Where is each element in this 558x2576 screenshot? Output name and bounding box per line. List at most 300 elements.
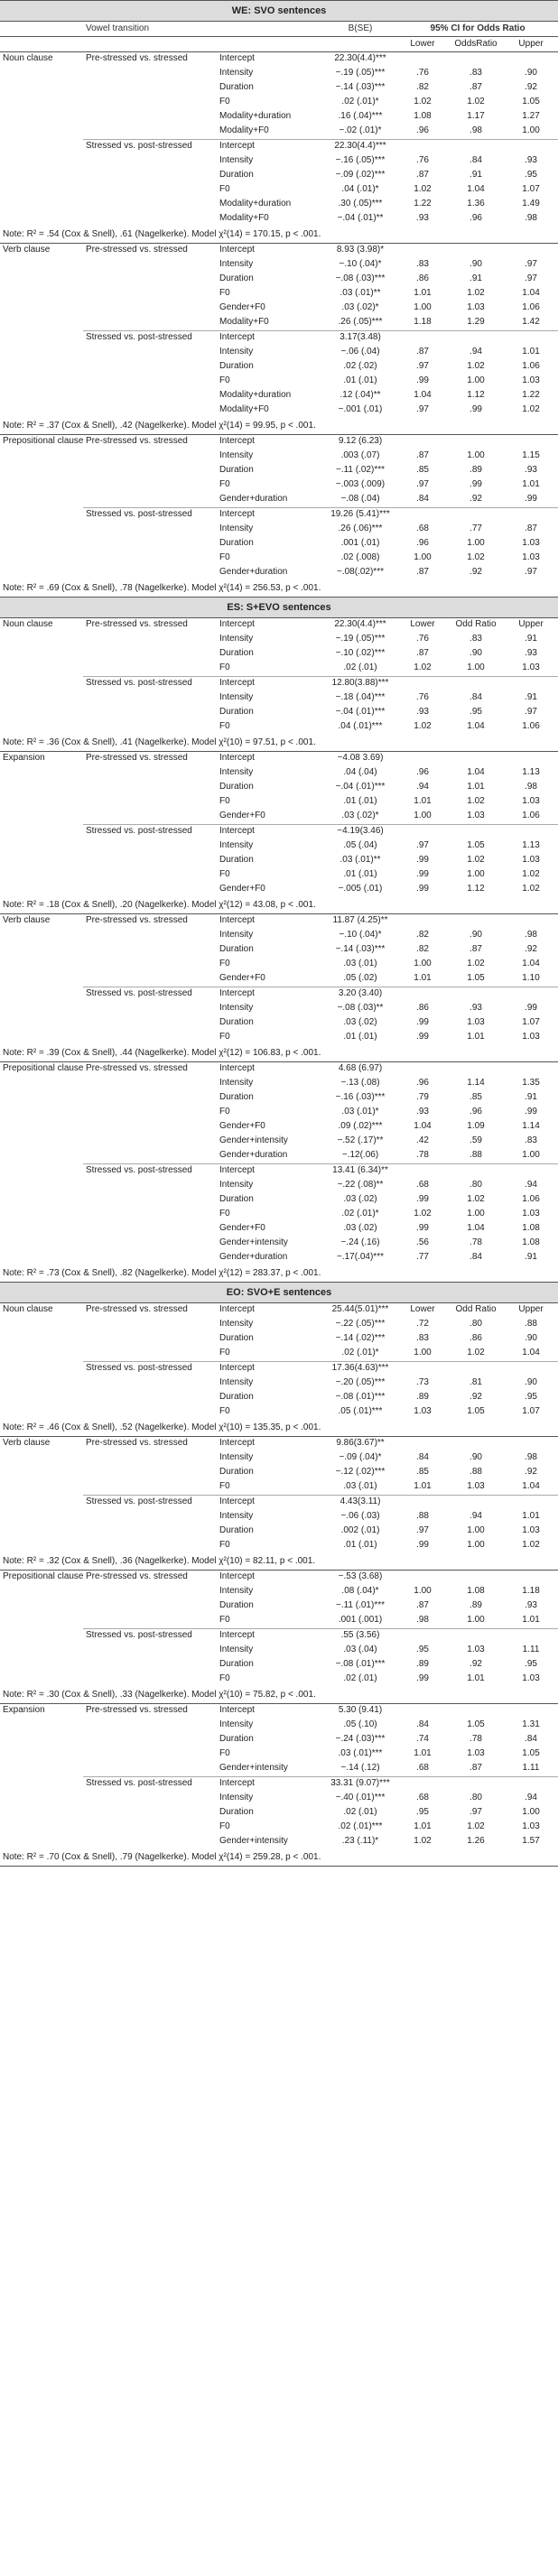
table-row: [0, 1539, 558, 1553]
clause-blank: [0, 1762, 83, 1777]
model-note: Note: R² = .39 (Cox & Snell), .44 (Nagelkerke). Model χ²(12) = 106.83, p < .001.: [0, 1045, 558, 1062]
ci-upper: [504, 914, 558, 930]
odds-ratio: .87: [470, 1763, 482, 1773]
odds-ratio: [448, 1437, 504, 1452]
odds-ratio: .94: [470, 1511, 482, 1521]
transition-blank: [83, 854, 217, 868]
table-row: [0, 301, 558, 316]
ci-lower: .89: [416, 1659, 429, 1669]
table-row: [0, 258, 558, 273]
ci-upper: 1.35: [522, 1078, 540, 1088]
odds-ratio: .87: [470, 82, 482, 92]
predictor: Duration: [219, 1659, 254, 1669]
predictor: F0: [219, 97, 230, 107]
ci-lower: 1.02: [414, 1209, 432, 1219]
predictor: Intercept: [219, 245, 255, 255]
clause-blank: [0, 1629, 83, 1645]
table-row: [0, 1599, 558, 1614]
ci-upper: [504, 52, 558, 68]
model-note-row: [0, 1553, 558, 1571]
clause-blank: [0, 389, 83, 403]
transition-blank: [83, 781, 217, 795]
ci-upper: 1.00: [522, 1150, 540, 1160]
odds-ratio: 1.03: [467, 1645, 485, 1654]
clause-blank: [0, 1599, 83, 1614]
coefficient: .04 (.01)***: [338, 721, 383, 731]
table-row: [0, 1332, 558, 1347]
transition-blank: [83, 258, 217, 273]
transition-blank: [83, 1251, 217, 1265]
predictor: Intensity: [219, 1180, 254, 1190]
predictor: Modality+duration: [219, 111, 292, 121]
ci-lower: [397, 1704, 448, 1719]
vowel-transition: Pre-stressed vs. stressed: [86, 1571, 188, 1581]
ci-upper: [504, 508, 558, 524]
odds-ratio: [448, 825, 504, 840]
ci-lower: .84: [416, 494, 429, 504]
coefficient: −.08 (.03)**: [337, 1003, 384, 1013]
ci-upper: [504, 435, 558, 450]
ci-upper: 1.03: [522, 538, 540, 548]
table-row: [0, 1644, 558, 1658]
clause-blank: [0, 1614, 83, 1629]
coefficient: −.24 (.16): [340, 1237, 380, 1247]
ci-upper: 1.57: [522, 1836, 540, 1846]
table-row: [0, 464, 558, 478]
coefficient: −.14 (.12): [340, 1763, 380, 1773]
table-row: [0, 618, 558, 634]
predictor: Intercept: [217, 1164, 323, 1180]
odds-ratio: .81: [470, 1377, 482, 1387]
coefficient: −.08 (.03)***: [335, 273, 386, 283]
transition-blank: [83, 212, 217, 227]
ci-lower: [397, 1777, 448, 1793]
ci-upper: 1.11: [522, 1645, 540, 1654]
ci-lower: .77: [416, 1252, 429, 1262]
predictor: Intercept: [217, 1629, 323, 1645]
odds-ratio: [448, 1062, 504, 1078]
table-row: [0, 987, 558, 1003]
clause-blank: [0, 1251, 83, 1265]
coefficient: .26 (.05)***: [338, 317, 383, 327]
clause-blank: [0, 198, 83, 212]
ci-lower: [397, 52, 448, 68]
predictor: Intensity: [219, 1645, 254, 1654]
clause-blank: [0, 1164, 83, 1180]
header-ci: 95% CI for Odds Ratio: [397, 22, 558, 37]
ci-lower: 1.04: [414, 1121, 432, 1131]
table-row: [0, 1451, 558, 1466]
table-row: [0, 493, 558, 508]
coefficient: 5.30 (9.41): [338, 1705, 383, 1715]
model-note-row: [0, 735, 558, 752]
odds-ratio: 1.02: [467, 1821, 485, 1831]
predictor: Gender+intensity: [219, 1763, 288, 1773]
clause-blank: [0, 633, 83, 647]
transition-blank: [83, 360, 217, 375]
ci-lower: 1.00: [414, 811, 432, 820]
transition-blank: [83, 1376, 217, 1391]
clause-blank: [0, 883, 83, 897]
predictor: Duration: [219, 1467, 254, 1477]
ci-lower: [397, 752, 448, 767]
transition-blank: [83, 1658, 217, 1673]
table-row: [0, 1480, 558, 1496]
transition-blank: [83, 537, 217, 551]
predictor: Duration: [219, 1734, 254, 1744]
coefficient: .01 (.01): [343, 869, 377, 879]
predictor: Duration: [219, 1092, 254, 1102]
coefficient: −.53 (3.68): [338, 1571, 383, 1581]
clause-blank: [0, 1149, 83, 1164]
odds-ratio: Odd Ratio: [455, 1304, 497, 1314]
ci-upper: 1.42: [522, 317, 540, 327]
coefficient: .02 (.02): [343, 361, 377, 371]
clause-blank: [0, 677, 83, 692]
ci-lower: .98: [416, 1615, 429, 1625]
predictor: Gender+intensity: [219, 1836, 288, 1846]
odds-ratio: 1.02: [467, 855, 485, 865]
header-blank: [323, 37, 397, 52]
predictor: Intercept: [217, 1777, 323, 1793]
table-row: [0, 110, 558, 125]
ci-upper: 1.01: [522, 479, 540, 489]
clause-blank: [0, 1747, 83, 1762]
odds-ratio: 1.03: [467, 302, 485, 312]
table-row: [0, 1031, 558, 1045]
predictor: Intensity: [219, 840, 254, 850]
header-vowel-transition: Vowel transition: [83, 22, 217, 37]
ci-lower: .68: [416, 524, 429, 533]
ci-upper: 1.00: [522, 1807, 540, 1817]
ci-upper: .93: [525, 1600, 537, 1610]
table-row: [0, 1303, 558, 1319]
table-row: [0, 825, 558, 840]
coefficient: .03 (.04): [343, 1645, 377, 1654]
odds-ratio: .91: [470, 170, 482, 180]
ci-lower: .99: [416, 1540, 429, 1550]
transition-blank: [83, 523, 217, 537]
ci-upper: .99: [525, 494, 537, 504]
clause-blank: [0, 706, 83, 720]
ci-lower: .87: [416, 1600, 429, 1610]
clause-blank: [0, 720, 83, 735]
clause-blank: [0, 258, 83, 273]
clause-blank: [0, 449, 83, 464]
model-note: Note: R² = .46 (Cox & Snell), .52 (Nagelkerke). Model χ²(10) = 135.35, p < .001.: [0, 1420, 558, 1437]
ci-lower: .99: [416, 1017, 429, 1027]
table-row: [0, 1673, 558, 1687]
coefficient: −.18 (.04)***: [335, 692, 386, 702]
model-note: Note: R² = .36 (Cox & Snell), .41 (Nagelkerke). Model χ²(10) = 97.51, p < .001.: [0, 735, 558, 752]
predictor: Intensity: [219, 1793, 254, 1802]
coefficient: −.08 (.04): [340, 494, 380, 504]
ci-lower: .93: [416, 1107, 429, 1117]
odds-ratio: Odd Ratio: [455, 619, 497, 629]
predictor: Gender+duration: [219, 494, 288, 504]
clause-blank: [0, 1091, 83, 1106]
predictor: Intercept: [219, 1571, 255, 1581]
transition-blank: [83, 1747, 217, 1762]
clause-blank: [0, 478, 83, 493]
predictor: F0: [219, 721, 230, 731]
coefficient: −.08(.02)***: [337, 567, 384, 577]
transition-blank: [83, 1792, 217, 1806]
clause-blank: [0, 169, 83, 183]
ci-upper: .90: [525, 68, 537, 78]
table-row: [0, 1062, 558, 1078]
section-title: WE: SVO sentences: [0, 1, 558, 22]
clause-blank: [0, 1347, 83, 1362]
coefficient: −.14 (.03)***: [335, 82, 386, 92]
predictor: Intercept: [217, 1362, 323, 1377]
predictor: Intensity: [219, 1319, 254, 1329]
transition-blank: [83, 633, 217, 647]
clause-blank: [0, 1496, 83, 1511]
predictor: Intercept: [219, 1705, 255, 1715]
ci-lower: .99: [416, 1223, 429, 1233]
predictor: Duration: [219, 1333, 254, 1343]
header-blank: [217, 22, 323, 37]
coefficient: .03 (.01)**: [339, 288, 381, 298]
odds-ratio: .94: [470, 347, 482, 357]
ci-lower: .42: [416, 1135, 429, 1145]
transition-blank: [83, 198, 217, 212]
ci-lower: .72: [416, 1319, 429, 1329]
ci-lower: .93: [416, 213, 429, 223]
predictor: Intercept: [219, 1304, 255, 1314]
ci-lower: .87: [416, 567, 429, 577]
clause-blank: [0, 125, 83, 140]
clause-blank: [0, 929, 83, 943]
model-note: Note: R² = .37 (Cox & Snell), .42 (Nagelkerke). Model χ²(14) = 99.95, p < .001.: [0, 418, 558, 435]
clause-blank: [0, 662, 83, 677]
clause-blank: [0, 972, 83, 987]
predictor: Intensity: [219, 930, 254, 940]
coefficient: −.16 (.03)***: [335, 1092, 386, 1102]
predictor: Gender+F0: [219, 884, 265, 894]
predictor: Intensity: [219, 634, 254, 644]
clause-blank: [0, 1106, 83, 1120]
table-row: [0, 523, 558, 537]
odds-ratio: .88: [470, 1150, 482, 1160]
ci-lower: [397, 1571, 448, 1586]
table-row: [0, 96, 558, 110]
ci-lower: Lower: [410, 619, 435, 629]
coefficient: −.04 (.01)***: [335, 707, 386, 717]
transition-blank: [83, 301, 217, 316]
clause-blank: [0, 810, 83, 825]
predictor: Intercept: [217, 140, 323, 155]
ci-lower: 1.02: [414, 1836, 432, 1846]
table-row: [0, 1747, 558, 1762]
clause-blank: [0, 212, 83, 227]
table-row: [0, 1149, 558, 1164]
ci-lower: .95: [416, 1807, 429, 1817]
ci-lower: 1.02: [414, 721, 432, 731]
ci-lower: .87: [416, 450, 429, 460]
coefficient: −4.08 3.69): [337, 753, 384, 763]
table-row: [0, 125, 558, 140]
predictor: Duration: [219, 707, 254, 717]
vowel-transition: Stressed vs. post-stressed: [83, 1164, 217, 1180]
table-row: [0, 1237, 558, 1251]
ci-upper: .98: [525, 1452, 537, 1462]
predictor: Intensity: [219, 524, 254, 533]
ci-lower: .84: [416, 1719, 429, 1729]
ci-upper: 1.02: [522, 884, 540, 894]
header-blank: [0, 37, 83, 52]
table-row: [0, 810, 558, 825]
coefficient: −.11 (.02)***: [335, 465, 385, 475]
transition-blank: [83, 551, 217, 566]
ci-upper: 1.01: [522, 1511, 540, 1521]
predictor: Gender+duration: [219, 1252, 288, 1262]
ci-upper: [504, 1629, 558, 1645]
model-note: Note: R² = .30 (Cox & Snell), .33 (Nagelkerke). Model χ²(10) = 75.82, p < .001.: [0, 1687, 558, 1704]
transition-blank: [83, 839, 217, 854]
odds-ratio: 1.04: [467, 1223, 485, 1233]
ci-upper: 1.13: [522, 840, 540, 850]
predictor: Intercept: [219, 53, 255, 63]
transition-blank: [83, 1237, 217, 1251]
odds-ratio: 1.00: [467, 538, 485, 548]
model-note-row: [0, 227, 558, 244]
predictor: Intercept: [219, 1063, 255, 1073]
ci-lower: .99: [416, 884, 429, 894]
ci-upper: 1.04: [522, 1348, 540, 1357]
coefficient: −.13 (.08): [340, 1078, 380, 1088]
clause-blank: [0, 1405, 83, 1420]
coefficient: .26 (.06)***: [338, 524, 383, 533]
odds-ratio: 1.03: [467, 811, 485, 820]
ci-lower: .73: [416, 1377, 429, 1387]
predictor: Duration: [219, 82, 254, 92]
ci-upper: 1.03: [522, 1821, 540, 1831]
clause-blank: [0, 1673, 83, 1687]
clause-blank: [0, 346, 83, 360]
ci-upper: .88: [525, 1319, 537, 1329]
ci-lower: .97: [416, 404, 429, 414]
coefficient: .30 (.05)***: [338, 199, 383, 208]
ci-upper: 1.14: [522, 1121, 540, 1131]
transition-blank: [83, 1806, 217, 1821]
transition-blank: [83, 1106, 217, 1120]
table-row: [0, 1193, 558, 1208]
transition-blank: [83, 169, 217, 183]
coefficient: −.06 (.03): [340, 1511, 380, 1521]
transition-blank: [83, 647, 217, 662]
ci-lower: .99: [416, 869, 429, 879]
vowel-transition: Stressed vs. post-stressed: [83, 677, 217, 692]
predictor: Duration: [219, 465, 254, 475]
ci-upper: .91: [525, 1092, 537, 1102]
vowel-transition: Stressed vs. post-stressed: [83, 140, 217, 155]
predictor: Intercept: [219, 619, 255, 629]
clause-blank: [0, 1821, 83, 1835]
ci-upper: 1.06: [522, 811, 540, 820]
clause-blank: [0, 464, 83, 478]
ci-lower: [397, 987, 448, 1003]
ci-lower: [397, 914, 448, 930]
coefficient: 9.12 (6.23): [338, 436, 383, 446]
table-row: [0, 331, 558, 347]
ci-lower: .76: [416, 634, 429, 644]
transition-blank: [83, 96, 217, 110]
clause-blank: [0, 868, 83, 883]
clause-blank: [0, 1362, 83, 1377]
clause-blank: [0, 331, 83, 347]
ci-upper: .99: [525, 1003, 537, 1013]
odds-ratio: 1.01: [467, 1673, 485, 1683]
coefficient: −.24 (.03)***: [335, 1734, 386, 1744]
odds-ratio: 1.00: [467, 450, 485, 460]
clause-blank: [0, 1733, 83, 1747]
section-title: EO: SVO+E sentences: [0, 1283, 558, 1303]
odds-ratio: [448, 244, 504, 259]
transition-blank: [83, 1347, 217, 1362]
odds-ratio: .80: [470, 1180, 482, 1190]
odds-ratio: 1.00: [467, 1525, 485, 1535]
ci-upper: 1.01: [522, 347, 540, 357]
table-row: [0, 403, 558, 418]
odds-ratio: .90: [470, 930, 482, 940]
ci-lower: .97: [416, 361, 429, 371]
odds-ratio: .89: [470, 1600, 482, 1610]
predictor: Duration: [219, 1525, 254, 1535]
predictor: Intensity: [219, 1003, 254, 1013]
table-row: [0, 677, 558, 692]
coefficient: −.02 (.01)*: [339, 125, 382, 135]
transition-blank: [83, 1510, 217, 1524]
predictor: Intercept: [217, 508, 323, 524]
transition-blank: [83, 795, 217, 810]
table-row: [0, 1806, 558, 1821]
table-row: [0, 1120, 558, 1135]
predictor: F0: [219, 1107, 230, 1117]
table-row: [0, 691, 558, 706]
odds-ratio: .92: [470, 1659, 482, 1669]
ci-upper: [504, 752, 558, 767]
ci-upper: .95: [525, 170, 537, 180]
ci-lower: .99: [416, 855, 429, 865]
table-row: [0, 140, 558, 155]
predictor: F0: [219, 1748, 230, 1758]
ci-lower: [397, 1362, 448, 1377]
ci-lower: .74: [416, 1734, 429, 1744]
odds-ratio: .80: [470, 1793, 482, 1802]
clause-blank: [0, 273, 83, 287]
coefficient: .03 (.01)*: [341, 1107, 379, 1117]
coefficient: .02 (.008): [340, 552, 380, 562]
table-row: [0, 1208, 558, 1222]
odds-ratio: .99: [470, 404, 482, 414]
table-row: [0, 435, 558, 450]
ci-upper: [504, 1062, 558, 1078]
clause-blank: [0, 839, 83, 854]
vowel-transition: Pre-stressed vs. stressed: [86, 1304, 188, 1314]
clause-blank: [0, 1806, 83, 1821]
ci-lower: [397, 1437, 448, 1452]
vowel-transition: Pre-stressed vs. stressed: [86, 915, 188, 925]
predictor: F0: [219, 1481, 230, 1491]
ci-upper: .83: [525, 1135, 537, 1145]
table-row: [0, 1614, 558, 1629]
transition-blank: [83, 375, 217, 389]
coefficient: .03 (.02)*: [341, 811, 379, 820]
coefficient: .08 (.04)*: [341, 1586, 379, 1596]
vowel-transition: Stressed vs. post-stressed: [83, 1496, 217, 1511]
